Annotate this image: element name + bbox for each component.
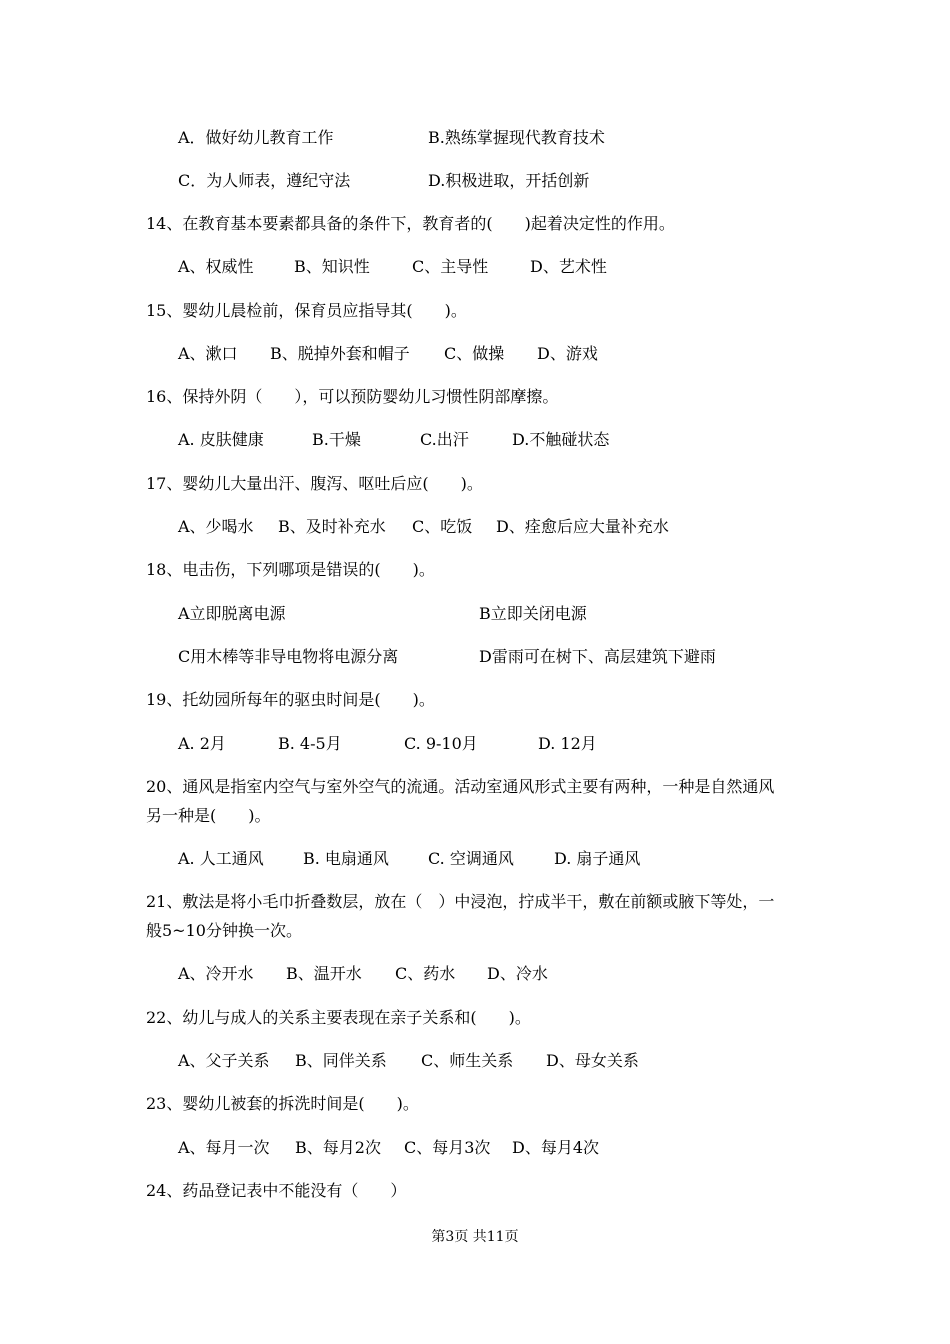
q20-option-d: D. 扇子通风 [554,849,641,868]
q17-option-c: C、吃饭 [412,517,473,536]
q15-stem: 15、婴幼儿晨检前，保育员应指导其( )。 [146,301,467,320]
q13-option-c: C．为人师表，遵纪守法 [178,171,351,190]
q15-option-a: A、漱口 [178,344,238,363]
q14-option-d: D、艺术性 [530,257,607,276]
q22-option-c: C、师生关系 [421,1051,514,1070]
q22-option-a: A、父子关系 [178,1051,270,1070]
q14-option-c: C、主导性 [412,257,489,276]
q22-stem: 22、幼儿与成人的关系主要表现在亲子关系和( )。 [146,1008,531,1027]
q19-option-b: B. 4-5月 [278,734,342,753]
q17-option-d: D、痊愈后应大量补充水 [496,517,669,536]
q19-option-d: D. 12月 [538,734,597,753]
q20-option-a: A. 人工通风 [178,849,264,868]
q18-option-a: A立即脱离电源 [178,604,286,623]
q13-option-b: B.熟练掌握现代教育技术 [428,128,605,147]
q23-option-a: A、每月一次 [178,1138,270,1157]
q16-option-a: A. 皮肤健康 [178,430,264,449]
q16-option-d: D.不触碰状态 [512,430,610,449]
q15-option-c: C、做操 [444,344,505,363]
q17-stem: 17、婴幼儿大量出汗、腹泻、呕吐后应( )。 [146,474,483,493]
q19-option-c: C. 9-10月 [404,734,478,753]
q21-option-b: B、温开水 [286,964,362,983]
q21-stem-line2: 般5~10分钟换一次。 [146,921,302,940]
q14-option-a: A、权威性 [178,257,254,276]
q19-option-a: A. 2月 [178,734,226,753]
q22-option-b: B、同伴关系 [295,1051,387,1070]
q16-option-b: B.干燥 [312,430,361,449]
q21-option-a: A、冷开水 [178,964,254,983]
q18-option-d: D雷雨可在树下、高层建筑下避雨 [479,647,716,666]
q18-stem: 18、电击伤，下列哪项是错误的( )。 [146,560,435,579]
q14-option-b: B、知识性 [294,257,370,276]
q18-option-c: C用木棒等非导电物将电源分离 [178,647,399,666]
q16-stem: 16、保持外阴（ ），可以预防婴幼儿习惯性阴部摩擦。 [146,387,559,406]
q23-stem: 23、婴幼儿被套的拆洗时间是( )。 [146,1094,419,1113]
q20-option-c: C. 空调通风 [428,849,514,868]
q20-stem-line1: 20、通风是指室内空气与室外空气的流通。活动室通风形式主要有两种，一种是自然通风 [146,777,775,796]
q19-stem: 19、托幼园所每年的驱虫时间是( )。 [146,690,435,709]
q23-option-d: D、每月4次 [512,1138,600,1157]
q21-option-d: D、冷水 [487,964,548,983]
q13-option-d: D.积极进取，开括创新 [428,171,590,190]
q15-option-d: D、游戏 [537,344,598,363]
q13-option-a: A．做好幼儿教育工作 [178,128,334,147]
q18-option-b: B立即关闭电源 [479,604,587,623]
q21-option-c: C、药水 [395,964,456,983]
q16-option-c: C.出汗 [420,430,469,449]
q15-option-b: B、脱掉外套和帽子 [270,344,410,363]
q23-option-b: B、每月2次 [295,1138,381,1157]
q14-stem: 14、在教育基本要素都具备的条件下，教育者的( )起着决定性的作用。 [146,214,675,233]
q24-stem: 24、药品登记表中不能没有（ ） [146,1181,407,1200]
q20-stem-line2: 另一种是( )。 [146,806,271,825]
page-number-footer: 第3页 共11页 [431,1229,519,1245]
q17-option-b: B、及时补充水 [278,517,386,536]
q23-option-c: C、每月3次 [404,1138,491,1157]
q21-stem-line1: 21、敷法是将小毛巾折叠数层，放在（ ）中浸泡，拧成半干，敷在前额或腋下等处，一 [146,892,775,911]
q20-option-b: B. 电扇通风 [303,849,389,868]
q17-option-a: A、少喝水 [178,517,254,536]
q22-option-d: D、母女关系 [546,1051,639,1070]
